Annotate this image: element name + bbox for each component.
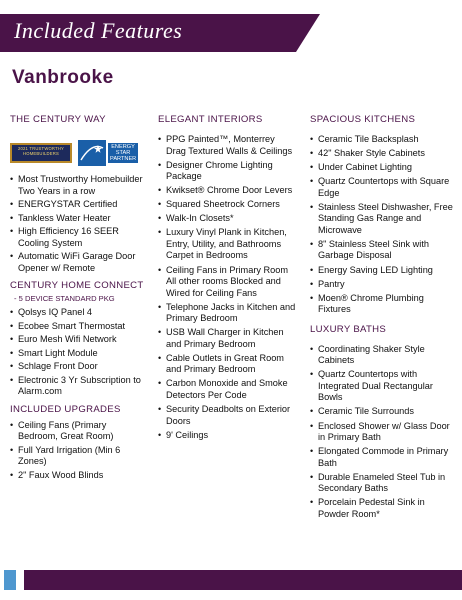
column-interiors [158,114,296,444]
section-heading-century-way: THE CENTURY WAY [10,114,106,125]
energy-star-logo [78,140,138,166]
list-item: • 2" Faux Wood Blinds [10,470,148,482]
list-item: • Durable Enameled Steel Tub in Secondary Baths [310,472,458,495]
section-heading-home-connect: CENTURY HOME CONNECT [10,280,144,291]
community-name: Vanbrooke [12,67,114,88]
list-item: • Most Trustworthy Homebuilder Two Years in a row [10,174,148,197]
list-item: • 8" Stainless Steel Sink with Garbage Disposal [310,239,458,262]
list-item: • Enclosed Shower w/ Glass Door in Primary Bath [310,421,458,444]
list-item: • Kwikset® Chrome Door Levers [158,185,296,197]
list-item: • 42" Shaker Style Cabinets [310,148,458,160]
list-item: • Smart Light Module [10,348,148,360]
list-item: • Telephone Jacks in Kitchen and Primary Bedroom [158,302,296,325]
upgrades-list [10,420,148,482]
list-item: • Moen® Chrome Plumbing Fixtures [310,293,458,316]
list-item: • ENERGYSTAR Certified [10,199,148,211]
footer-bar [24,570,462,590]
list-item: • Energy Saving LED Lighting [310,265,458,277]
list-item: • Automatic WiFi Garage Door Opener w/ Remote [10,251,148,274]
list-item: • Walk-In Closets* [158,213,296,225]
list-item: • 9' Ceilings [158,430,296,442]
list-item: • Qolsys IQ Panel 4 [10,307,148,319]
section-note: - 5 DEVICE STANDARD PKG [14,294,115,303]
list-item: • Security Deadbolts on Exterior Doors [158,404,296,427]
list-item: • Squared Sheetrock Corners [158,199,296,211]
footer-accent-square [4,570,16,590]
column-century [10,114,148,483]
list-item: • Elongated Commode in Primary Bath [310,446,458,469]
section-heading-baths: LUXURY BATHS [310,323,387,335]
header-banner [0,14,320,52]
list-item: • PPG Painted™, Monterrey Drag Textured Walls & Ceilings [158,134,296,157]
list-item: • Under Cabinet Lighting [310,162,458,174]
list-item: • USB Wall Charger in Kitchen and Primary Bedroom [158,327,296,350]
list-item: • Cable Outlets in Great Room and Primary Bedroom [158,353,296,376]
century-way-list [10,174,148,274]
list-item: • Porcelain Pedestal Sink in Powder Room* [310,497,458,520]
list-item: • Ceiling Fans in Primary Room All other rooms Blocked and Wired for Ceiling Fans [158,265,296,300]
list-item: • Quartz Countertops with Square Edge [310,176,458,199]
list-item: • Ceramic Tile Surrounds [310,406,458,418]
list-item: • Coordinating Shaker Style Cabinets [310,344,458,367]
list-item: • Ecobee Smart Thermostat [10,321,148,333]
energy-star-icon [78,140,106,166]
list-item: • Ceramic Tile Backsplash [310,134,458,146]
energy-star-label: ENERGY STAR PARTNER [110,144,137,162]
list-item: • Quartz Countertops with Integrated Dual Rectangular Bowls [310,369,458,404]
interiors-list [158,134,296,441]
page-title: Included Features [14,18,183,43]
section-heading-interiors: ELEGANT INTERIORS [158,114,263,125]
list-item: • Carbon Monoxide and Smoke Detectors Per Code [158,378,296,401]
section-heading-upgrades: INCLUDED UPGRADES [10,403,121,415]
list-item: • Full Yard Irrigation (Min 6 Zones) [10,445,148,468]
home-connect-list [10,307,148,398]
list-item: • Ceiling Fans (Primary Bedroom, Great Room) [10,420,148,443]
column-kitchens-baths [310,114,458,523]
list-item: • Luxury Vinyl Plank in Kitchen, Entry, Utility, and Bathrooms Carpet in Bedrooms [158,227,296,262]
trustworthy-badge-logo: 2021 TRUSTWORTHY HOMEBUILDERS [10,143,72,163]
list-item: • High Efficiency 16 SEER Cooling System [10,226,148,249]
list-item: • Schlage Front Door [10,361,148,373]
kitchens-list [310,134,458,316]
list-item: • Electronic 3 Yr Subscription to Alarm.com [10,375,148,398]
list-item: • Tankless Water Heater [10,213,148,225]
section-heading-kitchens: SPACIOUS KITCHENS [310,114,416,125]
list-item: • Euro Mesh Wifi Network [10,334,148,346]
list-item: • Designer Chrome Lighting Package [158,160,296,183]
badge-logos [10,138,148,168]
list-item: • Pantry [310,279,458,291]
baths-list [310,344,458,521]
list-item: • Stainless Steel Dishwasher, Free Standing Gas Range and Microwave [310,202,458,237]
